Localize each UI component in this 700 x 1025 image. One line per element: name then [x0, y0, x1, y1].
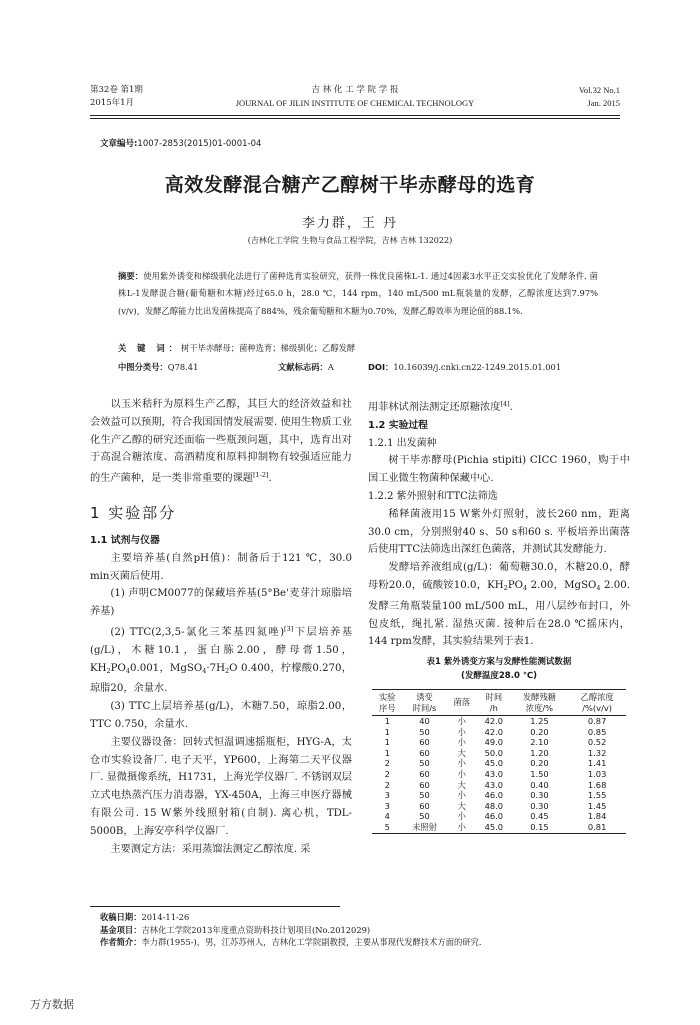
table-caption — [368, 655, 630, 683]
table-cell: 43.0 — [484, 769, 504, 780]
table-cell: 0.40 — [530, 779, 549, 790]
table-header-cell: 实验 序号 — [372, 690, 402, 716]
table-cell: 1 — [384, 737, 390, 748]
header-rule-thin — [90, 118, 620, 119]
keywords-text: 树干毕赤酵母；菌种选育；梯级驯化；乙醇发酵 — [180, 343, 356, 353]
table-cell: 50 — [419, 758, 430, 769]
author-bio-label: 作者简介： — [100, 937, 142, 947]
ferm-sub-4: 4 — [523, 583, 528, 592]
fund — [100, 924, 620, 937]
table-row — [372, 780, 626, 791]
table-cell: 60 — [419, 800, 430, 811]
table-cell: 小 — [457, 811, 466, 822]
table-cell: 1.50 — [530, 769, 549, 780]
medium-3: (3) TTC上层培养基(g/L)，木糖7.50，琼脂2.00，TTC 0.750，余量水. — [90, 701, 352, 730]
table-cell: 2 — [384, 769, 390, 780]
table-cell: 50 — [419, 726, 430, 737]
ferm-sub-4b: 4 — [596, 583, 601, 592]
table-row — [372, 811, 626, 822]
table-body — [372, 716, 626, 833]
keywords — [118, 342, 598, 354]
affiliation: (吉林化工学院 生物与食品工程学院，吉林 吉林 132022) — [247, 236, 453, 245]
header-rule — [90, 115, 620, 116]
table-cell: 5 — [372, 822, 402, 833]
table-cell: 小 — [457, 716, 466, 727]
table-cell: 45.0 — [477, 822, 511, 833]
author-bio — [100, 936, 620, 949]
table-cell: 60 — [419, 779, 430, 790]
methods-ref: [4] — [500, 400, 510, 408]
table-row — [372, 737, 626, 748]
table-row — [372, 727, 626, 738]
table-row — [372, 758, 626, 769]
article-number-label: 文章编号: — [100, 139, 138, 149]
journal-name-en: JOURNAL OF JILIN INSTITUTE OF CHEMICAL TECHNOLOGY — [235, 98, 475, 108]
table-cell: 小 — [457, 726, 466, 737]
doi-label: DOI： — [368, 362, 394, 372]
ferm-sub-2: 2 — [503, 583, 508, 592]
table-header-cell: 发酵残糖 浓度/% — [511, 690, 569, 716]
left-column — [90, 396, 352, 858]
section-1-heading: 1 实验部分 — [90, 503, 177, 522]
table-cell: 43.0 — [484, 779, 504, 790]
footnotes — [100, 911, 620, 949]
table-cell: 1.55 — [587, 790, 607, 801]
medium-2-a: (2) TTC(2,3,5-氯化三苯基四氮唑) — [110, 626, 285, 638]
methods-end: . — [509, 402, 513, 413]
table-cell: 50 — [419, 790, 430, 801]
table-cell: 42.0 — [484, 716, 504, 727]
methods-paragraph: 主要测定方法：采用蒸馏法测定乙醇浓度. 采 — [110, 843, 311, 855]
table-cell: 小 — [447, 822, 477, 833]
ferm-c: 2.00，MgSO — [527, 579, 597, 591]
table-cell: 1.03 — [587, 769, 607, 780]
medium-2-f: O 0.400，柠檬酸0.270，琼脂20，余量水. — [90, 662, 352, 695]
section-1-2-1-heading: 1.2.1 出发菌种 — [368, 437, 437, 449]
table-cell: 1.84 — [587, 811, 607, 822]
table-cell: 小 — [457, 758, 466, 769]
methods-cont-text: 用菲林试剂法测定还原糖浓度 — [368, 402, 501, 413]
doi-value: 10.16039/j.cnki.cn22-1249.2015.01.001 — [393, 362, 562, 372]
table-cell: 0.87 — [587, 716, 607, 727]
table-cell: 60 — [419, 747, 430, 758]
table-cell: 46.0 — [484, 790, 504, 801]
medium-2-e: ·7H — [206, 662, 225, 674]
table-cell: 1 — [384, 747, 390, 758]
table-cell: 48.0 — [484, 800, 504, 811]
table-cell: 2.10 — [530, 737, 549, 748]
table-cell: 0.52 — [587, 737, 607, 748]
fermentation-paragraph — [368, 559, 630, 651]
results-table — [372, 689, 626, 833]
table-row — [372, 822, 626, 833]
doc-value: A — [327, 362, 334, 372]
volume-issue: 第32卷 第1期 — [90, 85, 143, 95]
table-header-cell: 乙醇浓度 /%(v/v) — [568, 690, 626, 716]
volume-issue-en: Vol.32 No.1 — [578, 85, 620, 95]
table-cell: 60 — [419, 769, 430, 780]
abstract — [118, 268, 598, 320]
medium-2-d: 0.001，MgSO — [130, 662, 203, 674]
table-header-row — [372, 690, 626, 716]
clc-value: Q78.41 — [167, 362, 199, 372]
watermark: 万方数据 — [30, 998, 74, 1011]
right-column — [368, 396, 630, 834]
table-cell: 45.0 — [484, 758, 504, 769]
table-row — [372, 716, 626, 727]
table-row — [372, 801, 626, 812]
table-cell: 4 — [384, 811, 390, 822]
table-header-cell: 诱变 时间/s — [402, 690, 446, 716]
received-date — [100, 911, 620, 924]
table-cell: 0.30 — [530, 790, 549, 801]
doc-label: 文献标志码： — [278, 362, 328, 372]
table-cell: 0.81 — [568, 822, 626, 833]
table-row — [372, 790, 626, 801]
issue-date-en: Jan. 2015 — [587, 98, 620, 108]
sub-2b: 2 — [224, 666, 230, 675]
table-cell: 49.0 — [484, 737, 504, 748]
authors: 李力群，王 丹 — [301, 216, 399, 231]
medium-2-c: PO — [110, 662, 126, 674]
table-cell: 大 — [457, 779, 466, 790]
section-1-2-2-heading: 1.2.2 紫外照射和TTC法筛选 — [368, 490, 498, 502]
header-right — [579, 84, 620, 110]
table-cell: 3 — [384, 800, 390, 811]
table-cell: 0.15 — [511, 822, 569, 833]
table-cell: 0.30 — [530, 800, 549, 811]
author-bio-value: 李力群(1955-)，男，江苏苏州人，吉林化工学院副教授，主要从事现代发酵技术方面的研究. — [141, 937, 482, 947]
doc-code — [278, 361, 334, 373]
table-cell: 1.41 — [587, 758, 607, 769]
table-header-cell: 时间 /h — [477, 690, 511, 716]
intro-text: 以玉米秸秆为原料生产乙醇，其巨大的经济效益和社会效益可以预期，符合我国国情发展需要. 使用生物质工业化生产乙醇的研究还面临一些瓶颈问题，其中，选育出对于高混合糖浓度、高酒精度和原料抑制物有较强适应能力的生产菌种，是一类非常重要的课题 — [90, 399, 352, 485]
header-center — [90, 84, 620, 110]
table-cell: 2 — [384, 779, 390, 790]
media-paragraph: 主要培养基(自然pH值)：制备后于121 ℃，30.0 min灭菌后使用. — [90, 552, 352, 582]
strain-paragraph: 树干毕赤酵母(Pichia stipiti) CICC 1960，购于中国工业微生物菌种保藏中心. — [368, 455, 630, 485]
table-cell: 40 — [419, 716, 430, 727]
keywords-label: 关 键 词： — [118, 343, 181, 353]
table-cell: 3 — [384, 790, 390, 801]
table-cell: 小 — [457, 790, 466, 801]
sub-4: 4 — [125, 666, 130, 675]
table-cell: 未照射 — [402, 822, 446, 833]
received-value: 2014-11-26 — [141, 912, 190, 922]
intro-paragraph — [90, 396, 352, 488]
journal-name-cn: 吉 林 化 工 学 院 学 报 — [311, 85, 399, 95]
fund-value: 吉林化工学院2013年度重点资助科技计划项目(No.2012029) — [141, 924, 371, 935]
abstract-text: 使用紫外诱变和梯级驯化法进行了菌种选育实验研究，获得一株优良菌株L-1. 通过4因素3水平正交实验优化了发酵条件. 菌株L-1发酵混合糖(葡萄糖和木糖)经过65.0 h，28.0 ℃，144 rpm，140 mL/500 mL瓶装量的发酵，乙醇浓度达到7.97%(v/v)，发酵乙醇能力比出发菌株提高了884%，残余葡萄糖和木糖为0.70%，发酵乙醇效率为理论值的88.1%. — [118, 271, 598, 316]
table-cell: 2 — [384, 758, 390, 769]
medium-1: (1) 声明CM0077的保藏培养基(5°Be'麦芽汁琼脂培养基) — [90, 588, 352, 618]
table-cell: 大 — [457, 747, 466, 758]
table-cell: 大 — [457, 800, 466, 811]
paper-title: 高效发酵混合糖产乙醇树干毕赤酵母的选育 — [164, 174, 536, 196]
table-cell: 小 — [457, 737, 466, 748]
table-header-cell: 菌落 — [447, 690, 477, 716]
table-row — [372, 769, 626, 780]
table-cell: 42.0 — [484, 726, 504, 737]
medium-2 — [90, 621, 352, 698]
clc-label: 中图分类号： — [118, 362, 168, 372]
journal-header — [90, 84, 620, 114]
table-cell: 0.85 — [587, 726, 607, 737]
table-cell: 60 — [419, 737, 430, 748]
table-cell: 1.25 — [530, 716, 549, 727]
ferm-b: PO — [507, 579, 524, 591]
table-caption-sub: (发酵温度28.0 ℃) — [461, 671, 537, 682]
issue-date: 2015年1月 — [90, 98, 135, 108]
medium-2-ref: [3] — [284, 624, 294, 633]
intro-end: . — [268, 473, 272, 485]
article-number-value: 1007-2853(2015)01-0001-04 — [137, 139, 262, 149]
table-caption-title: 表1 紫外诱变方案与发酵性能测试数据 — [426, 657, 572, 668]
medium-2-b: 下层培养基(g/L)，木糖10.1，蛋白胨2.00，酵母膏1.50，KH — [90, 626, 352, 674]
doi — [368, 361, 561, 373]
uv-paragraph: 稀释菌液用15 W紫外灯照射，波长260 nm，距离30.0 cm，分别照射40 s、50 s和60 s. 平板培养出菌落后使用TTC法筛选出深红色菌落，并测试其发酵能力. — [368, 508, 630, 556]
sub-2: 2 — [106, 666, 111, 675]
methods-continued — [368, 396, 630, 417]
table-cell: 0.20 — [530, 726, 549, 737]
clc — [118, 361, 198, 373]
table-cell: 1.45 — [587, 800, 607, 811]
table-cell: 0.45 — [530, 811, 549, 822]
equipment-paragraph: 主要仪器设备：回转式恒温调速摇瓶柜，HYG-A，太仓市实验设备厂. 电子天平，YP600，上海第二天平仪器厂. 显微摄像系统，H1731，上海光学仪器厂. 不锈钢双层立式电热蒸汽压力消毒器，YX-450A，上海三申医疗器械有限公司. 15 W紫外线照射箱(自制). 离心机，TDL-5000B，上海安亭科学仪器厂. — [90, 736, 352, 837]
table-row — [372, 748, 626, 759]
fund-label: 基金项目： — [100, 924, 142, 935]
table-cell: 1.20 — [530, 747, 549, 758]
table-cell: 1 — [384, 716, 390, 727]
table-cell: 1.68 — [587, 779, 607, 790]
table-cell: 46.0 — [484, 811, 504, 822]
footnote-rule — [90, 906, 340, 907]
ferm-d: 2.00. 发酵三角瓶装量100 mL/500 mL，用八层纱布封口，外包皮纸，绳扎紧. 湿热灭菌. 接种后在28.0 ℃摇床内，144 rpm发酵，其实验结果列于表1. — [368, 579, 630, 648]
article-number — [100, 137, 261, 149]
table-cell: 1 — [384, 726, 390, 737]
sub-4b: 4 — [202, 666, 207, 675]
abstract-label: 摘要： — [118, 271, 144, 281]
received-label: 收稿日期： — [100, 912, 142, 922]
intro-ref: [1-2] — [253, 471, 269, 480]
table-cell: 0.20 — [530, 758, 549, 769]
table-cell: 50 — [419, 811, 430, 822]
ferm-a: 发酵培养液组成(g/L)：葡萄糖30.0，木糖20.0，酵母粉20.0，硫酸铵10.0，KH — [368, 562, 630, 591]
section-1-1-heading: 1.1 试剂与仪器 — [90, 534, 160, 546]
table-cell: 小 — [457, 769, 466, 780]
table-cell: 1.32 — [587, 747, 607, 758]
section-1-2-heading: 1.2 实验过程 — [368, 419, 428, 431]
table-cell: 50.0 — [484, 747, 504, 758]
